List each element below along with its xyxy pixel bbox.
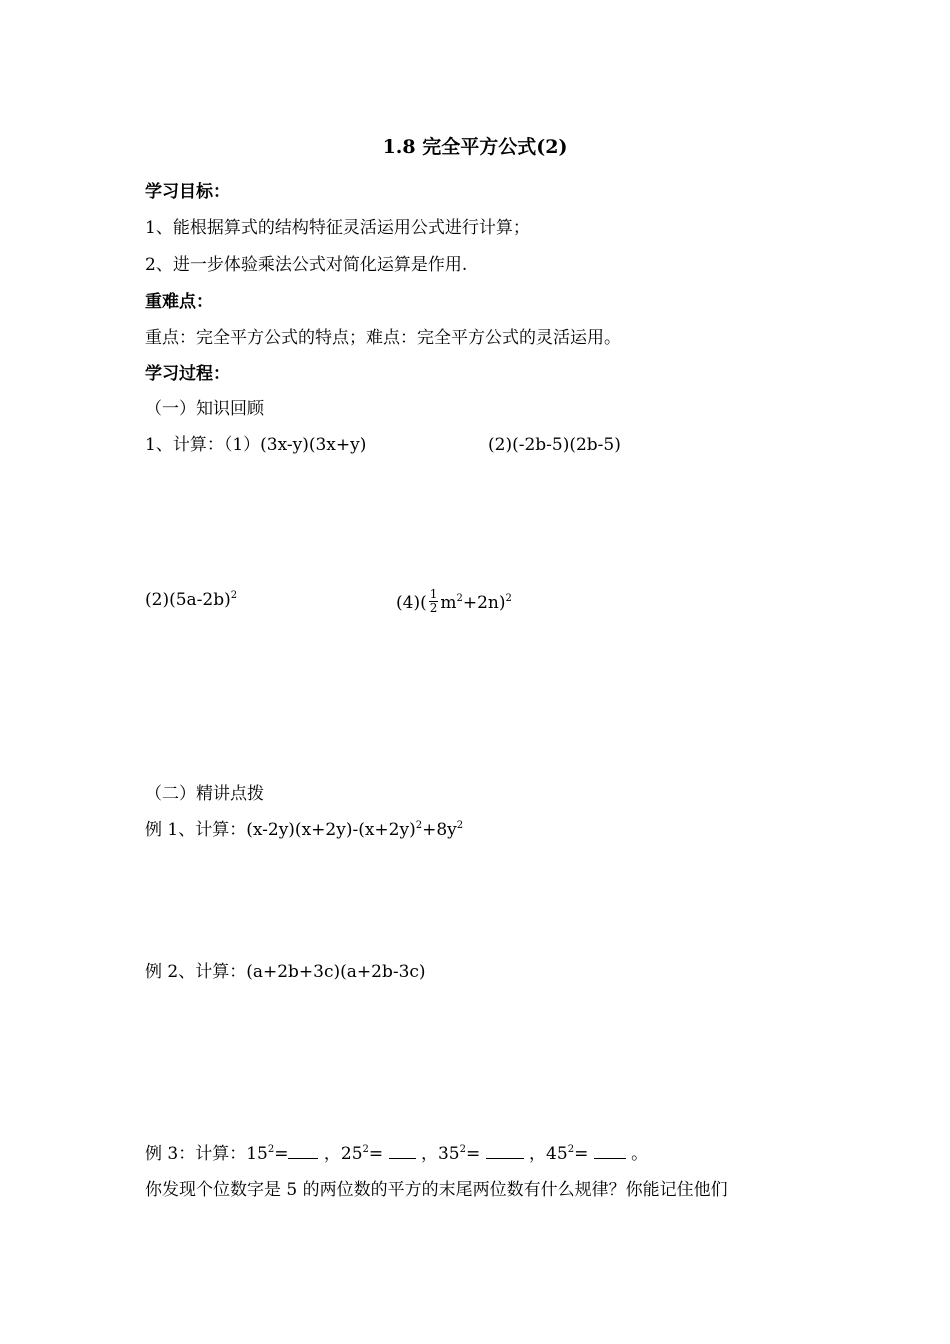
answer-blank-2[interactable]	[389, 1142, 416, 1159]
ex3-sep-2: ，	[420, 1144, 438, 1164]
section-key-explanation: （二）精讲点拨	[145, 784, 264, 804]
objective-item-1: 1、能根据算式的结构特征灵活运用公式进行计算；	[145, 218, 530, 238]
ex3-sep-3: ，	[529, 1144, 547, 1164]
question-1-part-2: (2)(-2b-5)(2b-5)	[488, 435, 621, 455]
ex3-num-d: 45	[546, 1144, 568, 1164]
objectives-heading: 学习目标：	[145, 182, 230, 202]
ex3-num-b: 25	[340, 1144, 363, 1164]
answer-blank-3[interactable]	[486, 1142, 524, 1159]
section-knowledge-review: （一）知识回顾	[145, 399, 264, 419]
question-1-part-3	[145, 590, 237, 613]
ex3-exp-d: 2	[567, 1144, 575, 1155]
q1-part4-exponent-1: 2	[456, 593, 463, 604]
fraction-numerator: 1	[429, 587, 438, 601]
ex1-suffix: +8y	[422, 820, 457, 840]
key-points-heading: 重难点：	[145, 292, 213, 312]
example-2: 例 2、计算：(a+2b+3c)(a+2b-3c)	[145, 962, 426, 982]
process-heading: 学习过程：	[145, 364, 230, 384]
answer-blank-4[interactable]	[594, 1142, 626, 1159]
ex1-text: 例 1、计算：(x-2y)(x+2y)-(x+2y)	[145, 820, 416, 840]
q1-part3-base: (2)(5a-2b)	[145, 590, 231, 610]
example-1	[145, 820, 463, 843]
ex3-exp-b: 2	[362, 1144, 369, 1155]
q1-part4-suffix: +2n)	[462, 593, 506, 613]
page-title: 1.8 完全平方公式(2)	[382, 136, 568, 158]
ex3-eq-d: =	[574, 1144, 589, 1164]
ex1-exponent-2: 2	[456, 820, 464, 831]
one-half-fraction	[429, 588, 439, 615]
question-1-part-1: 1、计算：（1）(3x-y)(3x+y)	[145, 435, 367, 455]
q1-part4-prefix: (4)(	[396, 593, 427, 613]
q1-part3-exponent: 2	[230, 590, 238, 601]
q1-part4-var: m	[440, 593, 457, 613]
ex3-sep-1: ，	[323, 1144, 341, 1164]
ex3-eq-c: =	[465, 1144, 481, 1164]
question-1-part-4	[396, 587, 512, 617]
pattern-question: 你发现个位数字是 5 的两位数的平方的末尾两位数有什么规律？你能记住他们	[145, 1180, 728, 1200]
answer-blank-1[interactable]	[288, 1142, 318, 1159]
example-3	[145, 1142, 648, 1167]
q1-part4-exponent-2: 2	[505, 593, 512, 604]
ex3-num-c: 35	[437, 1144, 460, 1164]
ex3-exp-a: 2	[267, 1144, 275, 1155]
ex3-end: 。	[631, 1144, 649, 1164]
ex3-eq-a: =	[274, 1144, 289, 1164]
ex3-exp-c: 2	[459, 1144, 466, 1155]
objective-item-2: 2、进一步体验乘法公式对简化运算是作用.	[145, 255, 468, 275]
fraction-denominator: 2	[429, 601, 438, 615]
key-points-text: 重点：完全平方公式的特点；难点：完全平方公式的灵活运用。	[145, 328, 621, 348]
ex1-exponent-1: 2	[415, 820, 423, 831]
ex3-eq-b: =	[368, 1144, 384, 1164]
ex3-label: 例 3：计算：15	[145, 1144, 268, 1164]
